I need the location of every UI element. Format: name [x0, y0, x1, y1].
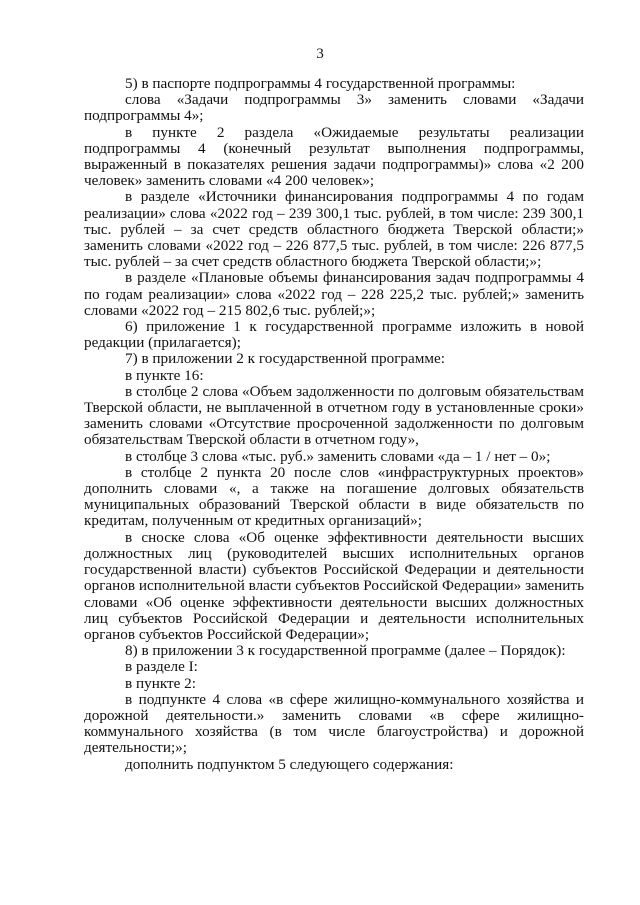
paragraph: слова «Задачи подпрограммы 3» заменить словами «Задачи подпрограммы 4»; — [84, 91, 584, 125]
paragraph: 8) в приложении 3 к государственной программе (далее – Порядок): — [125, 642, 566, 660]
document-body — [84, 76, 584, 773]
paragraph: в столбце 3 слова «тыс. руб.» заменить словами «да – 1 / нет – 0»; — [125, 447, 551, 465]
paragraph: в разделе «Плановые объемы финансирования задач подпрограммы 4 по годам реализации» слова «2022 год – 228 225,2 тыс. рублей;» заменить словами «2022 год – 215 802,6 тыс. рублей;»; — [84, 269, 584, 319]
paragraph: в сноске слова «Об оценке эффективности деятельности высших должностных лиц (руководителей высших исполнительных органов государственной власти) субъектов Российской Федерации и деятельности органов исполнительной власти субъектов Российской Федерации» заменить словами «Об оценке эффективности деятельности высших должностных лиц субъектов Российской Федерации и деятельности исполнительных органов субъектов Российской Федерации»; — [84, 528, 584, 643]
paragraph: в пункте 2 раздела «Ожидаемые результаты реализации подпрограммы 4 (конечный результат выполнения подпрограммы, выраженный в показателях решения задачи подпрограммы)» слова «2 200 человек» заменить словами «4 200 человек»; — [84, 123, 584, 190]
paragraph: в разделе I: — [125, 658, 198, 676]
paragraph: в разделе «Источники финансирования подпрограммы 4 по годам реализации» слова «2022 год – 239 300,1 тыс. рублей, в том числе: 239 300,1 тыс. рублей – за счет средств областного бюджета Тверской области;» заменить словами «2022 год – 226 877,5 тыс. рублей, в том числе: 226 877,5 тыс. рублей – за счет средств областного бюджета Тверской области;»; — [84, 188, 584, 271]
paragraph: 5) в паспорте подпрограммы 4 государственной программы: — [125, 75, 516, 92]
page-number: 3 — [316, 45, 324, 62]
paragraph: 6) приложение 1 к государственной программе изложить в новой редакции (прилагается); — [84, 318, 584, 352]
paragraph: в пункте 16: — [125, 366, 204, 384]
paragraph: в пункте 2: — [125, 674, 196, 692]
paragraph: дополнить подпунктом 5 следующего содержания: — [125, 755, 454, 773]
paragraph: 7) в приложении 2 к государственной программе: — [125, 350, 445, 368]
paragraph: в столбце 2 пункта 20 после слов «инфраструктурных проектов» дополнить словами «, а также на погашение долговых обязательств муниципальных образований Тверской области в виде обязательств по кредитам, полученным от кредитных организаций»; — [84, 463, 584, 530]
paragraph: в подпункте 4 слова «в сфере жилищно-коммунального хозяйства и дорожной деятельности.» заменить словами «в сфере жилищно-коммунального хозяйства (в том числе благоустройства) и дорожной деятельности;»; — [84, 690, 584, 757]
paragraph: в столбце 2 слова «Объем задолженности по долговым обязательствам Тверской области, не выплаченной в отчетном году в установленные сроки» заменить словами «Отсутствие просроченной задолженности по долговым обязательствам Тверской области в отчетном году», — [84, 382, 584, 449]
